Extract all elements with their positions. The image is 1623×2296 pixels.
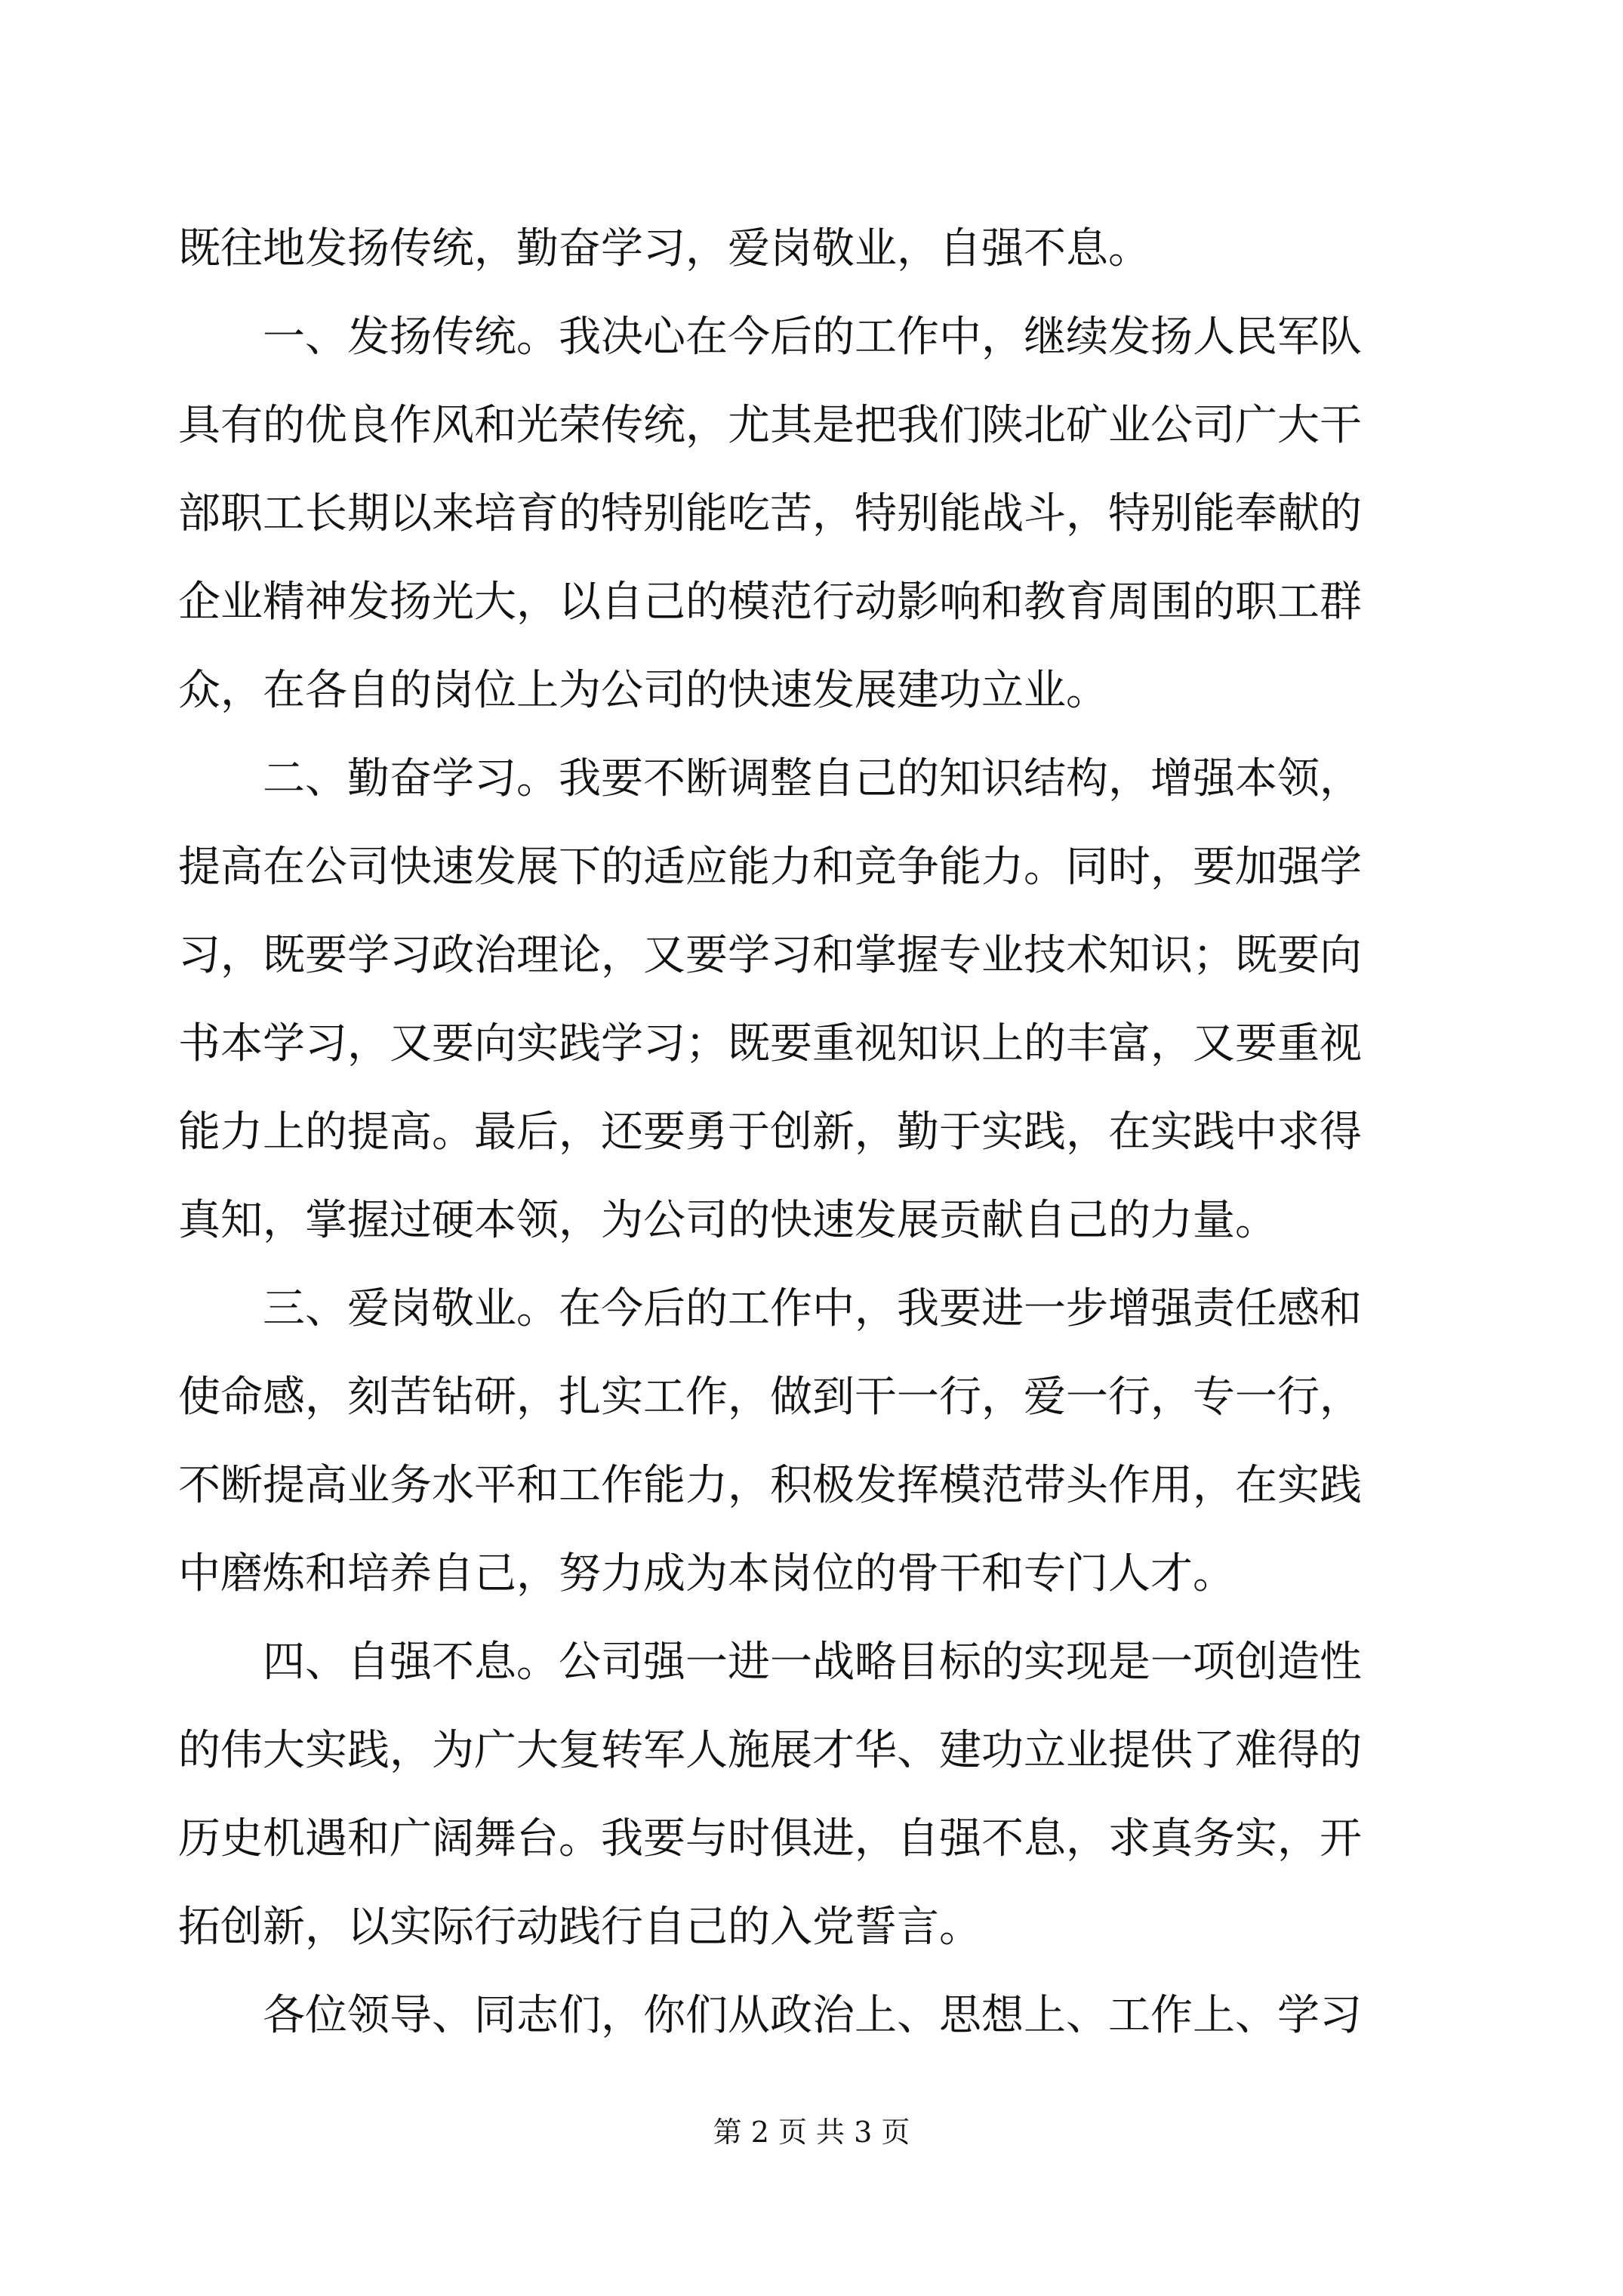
text-line: 各位领导、同志们，你们从政治上、思想上、工作上、学习 xyxy=(178,1991,1362,2040)
text-line: 拓创新，以实际行动践行自己的入党誓言。 xyxy=(178,1903,981,1952)
text-line: 能力上的提高。最后，还要勇于创新，勤于实践，在实践中求得 xyxy=(178,1108,1362,1157)
text-line: 四、自强不息。公司强一进一战略目标的实现是一项创造性 xyxy=(178,1638,1362,1687)
text-line: 提高在公司快速发展下的适应能力和竞争能力。同时，要加强学 xyxy=(178,843,1362,892)
page-number-footer: 第 2 页 共 3 页 xyxy=(713,2116,910,2149)
text-line: 历史机遇和广阔舞台。我要与时俱进，自强不息，求真务实，开 xyxy=(178,1814,1362,1863)
text-line: 书本学习，又要向实践学习；既要重视知识上的丰富，又要重视 xyxy=(178,1019,1362,1068)
text-line: 不断提高业务水平和工作能力，积极发挥模范带头作用，在实践 xyxy=(178,1461,1362,1510)
text-line: 二、勤奋学习。我要不断调整自己的知识结构，增强本领， xyxy=(178,754,1362,803)
text-line: 部职工长期以来培育的特别能吃苦，特别能战斗，特别能奉献的 xyxy=(178,489,1362,538)
text-line: 一、发扬传统。我决心在今后的工作中，继续发扬人民军队 xyxy=(178,313,1362,362)
text-line: 三、爱岗敬业。在今后的工作中，我要进一步增强责任感和 xyxy=(178,1284,1362,1333)
text-line: 中磨炼和培养自己，努力成为本岗位的骨干和专门人才。 xyxy=(178,1549,1235,1598)
text-line: 习，既要学习政治理论，又要学习和掌握专业技术知识；既要向 xyxy=(178,931,1362,980)
text-line: 的伟大实践，为广大复转军人施展才华、建功立业提供了难得的 xyxy=(178,1726,1362,1775)
text-line: 具有的优良作风和光荣传统，尤其是把我们陕北矿业公司广大干 xyxy=(178,401,1362,450)
text-line: 使命感，刻苦钻研，扎实工作，做到干一行，爱一行，专一行， xyxy=(178,1373,1362,1422)
text-line: 真知，掌握过硬本领，为公司的快速发展贡献自己的力量。 xyxy=(178,1196,1277,1245)
text-line: 企业精神发扬光大，以自己的模范行动影响和教育周围的职工群 xyxy=(178,578,1362,627)
text-line: 众，在各自的岗位上为公司的快速发展建功立业。 xyxy=(178,666,1108,715)
text-line: 既往地发扬传统，勤奋学习，爱岗敬业，自强不息。 xyxy=(178,224,1150,273)
